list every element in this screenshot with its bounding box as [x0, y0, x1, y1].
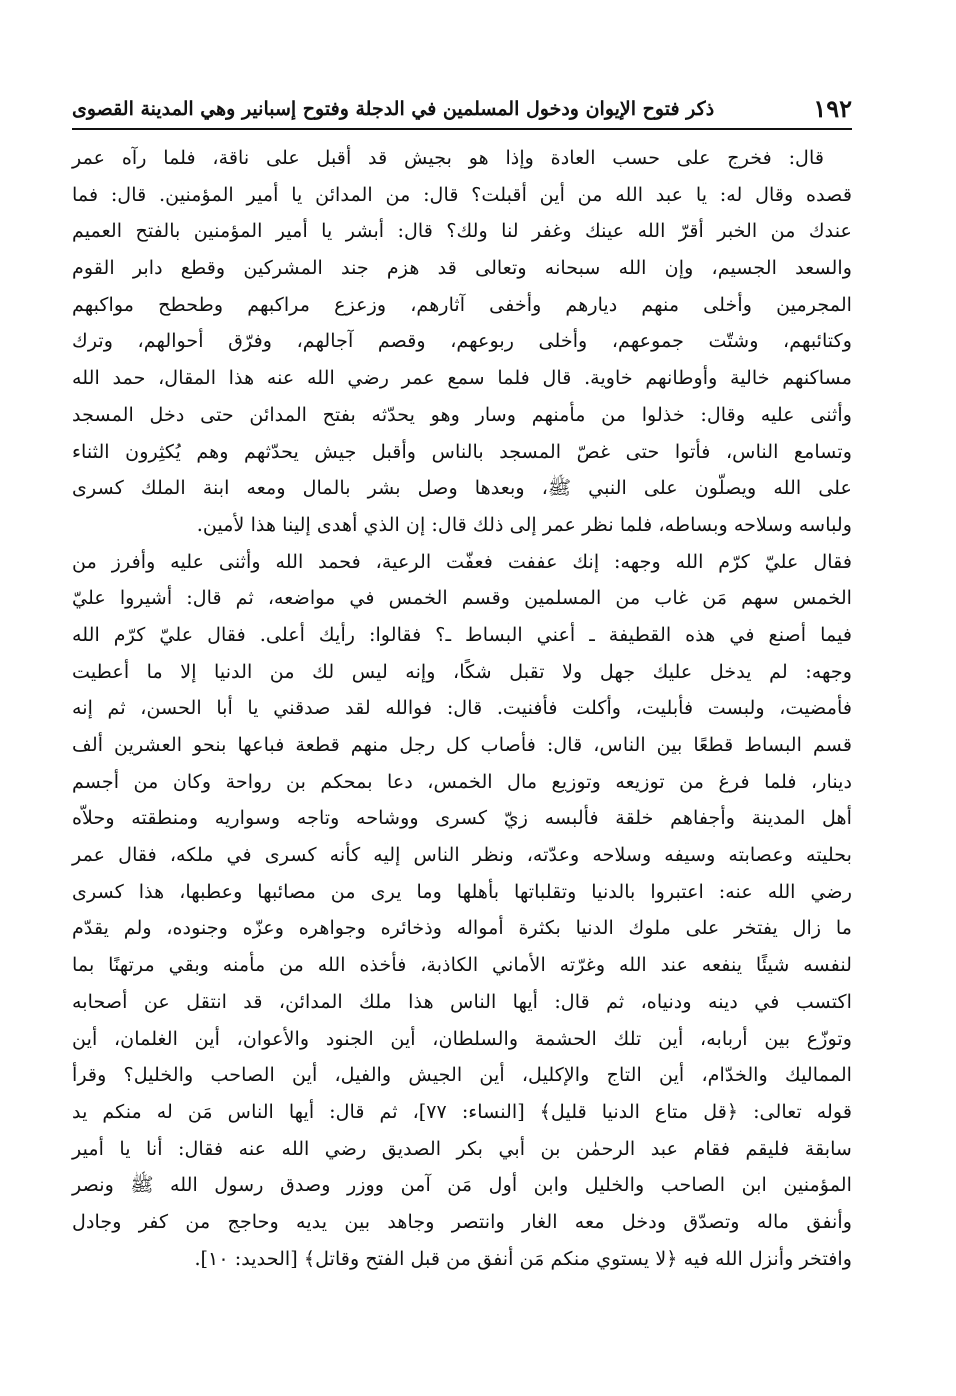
- text-line: قصده وقال له: يا عبد الله من أين أقبلت؟ قال: من المدائن يا أمير المؤمنين. قال: فما: [72, 182, 852, 206]
- running-title: ذكر فتوح الإيوان ودخول المسلمين في الدجلة وفتوح إسبانير وهي المدينة القصوى: [72, 98, 715, 120]
- text-line: قوله تعالى: ﴿قل متاع الدنيا قليل﴾ [النساء: ٧٧]، ثم قال: أيها الناس مَن له منكم يد: [72, 1099, 852, 1123]
- text-line: سابقة فليقم فقام عبد الرحمٰن بن أبي بكر الصديق رضي الله عنه فقال: أنا يا أمير: [72, 1136, 852, 1160]
- text-line: فقال عليّ كرّم الله وجهه: إنك عففت فعفّت الرعية، فحمد الله وأثنى عليه وأفرز من: [72, 549, 852, 573]
- text-line: المماليك والخدّام، أين التاج والإكليل، أين الجيش والفيل، أين الصاحب والخليل؟ وقرأ: [72, 1063, 852, 1087]
- text-line: ولباسه وسلاحه وبساطه، فلما نظر عمر إلى ذلك قال: إن الذي أهدى إلينا هذا لأمين.: [196, 512, 852, 536]
- text-line: لنفسه شيئًا ينفعه عند الله وغرّته الأماني الكاذبة، فأخذه الله من مأمنه وبقي مرتهنًا بما: [72, 953, 852, 977]
- text-line: وجهه: لم يدخل عليك جهل ولا تقبل شكًا، وإنه ليس لك من الدنيا إلا ما أعطيت: [72, 659, 852, 683]
- text-line: أهل المدينة وأجفاهم خلقة فألبسه زيّ كسرى ووشاحه وتاجه وسواريه ومنطقته وحلاّه: [72, 806, 852, 830]
- text-line: بحليته وعصابته وسيفه وسلاحه وعدّته، ونظر الناس إليه كأنه كسرى في ملكه، فقال عمر: [72, 843, 852, 867]
- text-line: مساكنهم خالية وأوطانهم خاوية. قال فلما سمع عمر رضي الله عنه هذا المقال، حمد الله: [72, 366, 852, 390]
- page-header: [72, 88, 852, 130]
- text-line: ما زال يفتخر على ملوك الدنيا بكثرة أمواله وذخائره وجواهره وعزّه وجنوده، ولم يقدّم: [72, 916, 852, 940]
- text-line: وكتائبهم، وشتّت جموعهم، وأخلى ربوعهم، وقصم آجالهم، وفرّق أحوالهم، وترك: [72, 329, 852, 353]
- text-line: على الله ويصلّون على النبي ﷺ، وبعدها وصل بشر بالمال ومعه ابنة الملك كسرى: [72, 476, 852, 500]
- text-line: المجرمين وأخلى منهم ديارهم وأخفى آثارهم، وزعزع مراكبهم وطحطح مواكبهم: [72, 292, 852, 316]
- text-line: وأنفق ماله وتصدّق ودخل معه الغار وانتصر وجاهد بين يديه وحاجج من كفر وجادل: [72, 1209, 852, 1233]
- text-line: وأثنى عليه وقال: خذلوا من مأمنهم وسار وهو يحدّثه بفتح المدائن حتى دخل المسجد: [72, 402, 852, 426]
- text-line: رضي الله عنه: اعتبروا بالدنيا وتقلباتها بأهلها وما يرى من مصائبها وعطبها، هذا كسرى: [72, 879, 852, 903]
- text-line: وتسامع الناس، فأتوا حتى غصّ المسجد بالناس وأقبل جيش يحدّثهم وهم يُكثِرون الثناء: [72, 439, 852, 463]
- text-line: قسم البساط قطعًا بين الناس، قال: فأصاب كل رجل منهم قطعة فباعها بنحو العشرين ألف: [72, 733, 852, 756]
- text-line: فيما أصنع في هذه القطيفة ـ أعني البساط ـ؟ فقالوا: رأيك أعلى. فقال عليّ كرّم الله: [72, 622, 852, 646]
- text-line: دينار، فلما فرغ من توزيعه وتوزيع مال الخمس، دعا بمحكم بن رواحة وكان من أجسم: [72, 769, 852, 793]
- text-line: والسعد الجسيم، وإن الله سبحانه وتعالى قد هزم جند المشركين وقطع دابر القوم: [72, 256, 852, 280]
- page-number: ١٩٢: [813, 94, 852, 123]
- text-line: وافتخر وأنزل الله فيه ﴿لا يستوي منكم مَن أنفق من قبل الفتح وقاتل﴾ [الحديد: ١٠].: [194, 1246, 852, 1270]
- text-line: فأمضيت، ولبست فأبليت، وأكلت فأفنيت. قال: فوالله لقد صدقني يا أبا الحسن، ثم إنه: [72, 696, 852, 720]
- text-line: قال: فخرج على حسب العادة وإذا هو بجيش قد أقبل على ناقة، فلما رآه عمر: [72, 146, 824, 169]
- book-page: [72, 88, 852, 1378]
- text-line: اكتسب في دينه ودنياه، ثم قال: أيها الناس هذا ملك المدائن، قد انتقل عن أصحابه: [72, 989, 852, 1013]
- text-line: عندك من الخبر أقرّ الله عينك وغفر لنا ولك؟ قال: أبشر يا أمير المؤمنين بالفتح العميم: [72, 219, 852, 243]
- text-line: الخمس سهم مَن غاب من المسلمين وقسم الخمس في مواضعه، ثم قال: أشيروا عليّ: [72, 586, 852, 610]
- text-line: المؤمنين ابن الصاحب والخليل وابن أول مَن آمن ووزر وصدق رسول الله ﷺ ونصر: [72, 1173, 852, 1197]
- text-line: وتوزّع بين أربابه، أين تلك الحشمة والسلطان، أين الجنود والأعوان، أين الغلمان، أين: [72, 1026, 852, 1050]
- body-text: [72, 140, 852, 1277]
